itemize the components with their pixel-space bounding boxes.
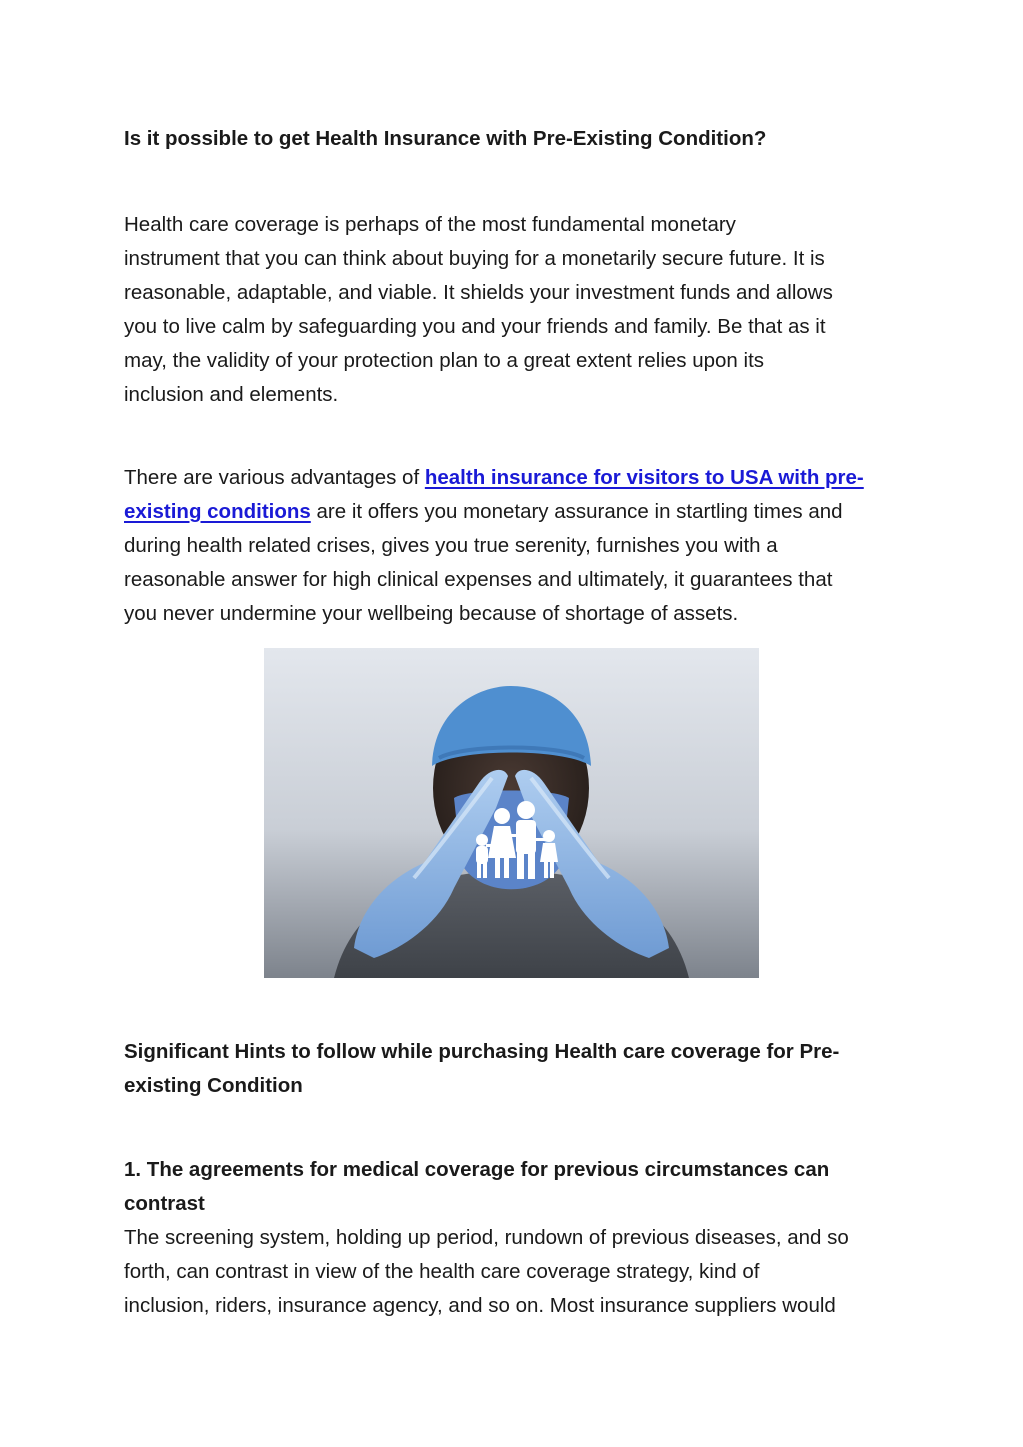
paragraph-line: Health care coverage is perhaps of the most fundamental monetary [124, 213, 736, 236]
family-protection-image [264, 648, 759, 978]
paragraph-line: instrument that you can think about buying for a monetarily secure future. It is [124, 247, 825, 270]
paragraph-line: during health related crises, gives you true serenity, furnishes you with a [124, 534, 778, 557]
paragraph-line [124, 498, 843, 526]
paragraph-line: forth, can contrast in view of the health care coverage strategy, kind of [124, 1260, 760, 1283]
paragraph-line: inclusion, riders, insurance agency, and so on. Most insurance suppliers would [124, 1294, 836, 1317]
paragraph-line: reasonable answer for high clinical expenses and ultimately, it guarantees that [124, 568, 833, 591]
insurance-link-continued[interactable]: existing conditions [124, 500, 311, 523]
page-title: Is it possible to get Health Insurance with Pre-Existing Condition? [124, 127, 767, 150]
subsection-heading: contrast [124, 1192, 205, 1215]
paragraph-line: The screening system, holding up period, rundown of previous diseases, and so [124, 1226, 849, 1249]
paragraph-line: you to live calm by safeguarding you and your friends and family. Be that as it [124, 315, 826, 338]
paragraph-line: you never undermine your wellbeing because of shortage of assets. [124, 602, 739, 625]
paragraph-text: There are various advantages of [124, 466, 425, 489]
insurance-link[interactable]: health insurance for visitors to USA with pre- [424, 466, 864, 489]
hands-family-illustration [264, 648, 759, 978]
subsection-heading: 1. The agreements for medical coverage for previous circumstances can [124, 1158, 830, 1181]
section-heading: Significant Hints to follow while purchasing Health care coverage for Pre- [124, 1040, 840, 1063]
section-heading: existing Condition [124, 1074, 303, 1097]
paragraph-line: inclusion and elements. [124, 383, 339, 406]
paragraph-text: are it offers you monetary assurance in startling times and [310, 500, 843, 523]
paragraph-line [124, 464, 864, 492]
paragraph-line: reasonable, adaptable, and viable. It shields your investment funds and allows [124, 281, 833, 304]
paragraph-line: may, the validity of your protection plan to a great extent relies upon its [124, 349, 765, 372]
